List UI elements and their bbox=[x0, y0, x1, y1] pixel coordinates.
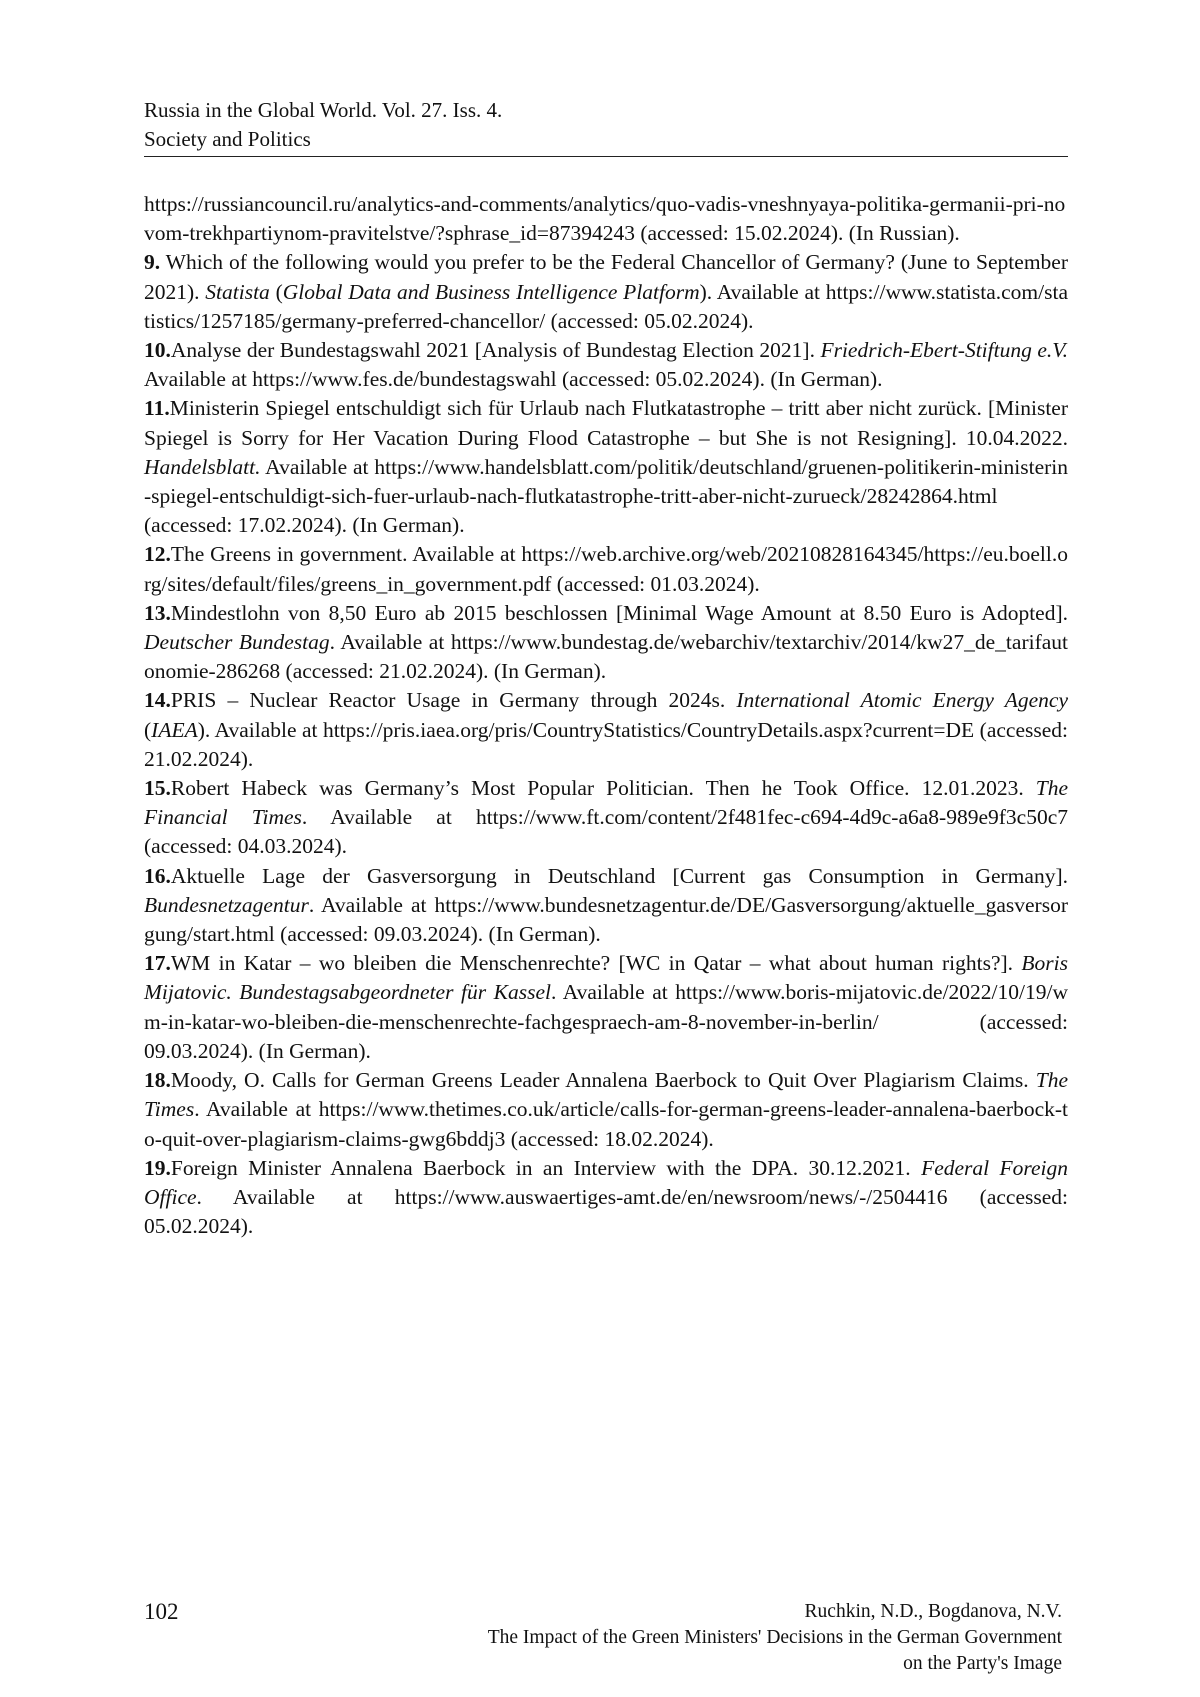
reference-source-title: IAEA bbox=[151, 718, 198, 742]
reference-entry bbox=[144, 599, 1068, 687]
reference-source-title: Statista bbox=[205, 280, 270, 304]
reference-number: 18. bbox=[144, 1068, 171, 1092]
reference-entry bbox=[144, 540, 1068, 598]
reference-entry bbox=[144, 949, 1068, 1066]
reference-number: 16. bbox=[144, 864, 171, 888]
reference-text: ( bbox=[270, 280, 283, 304]
reference-url-link[interactable]: https://www.boris-mijatovic.de/2022/10/19/wm-in-katar-wo-bleiben-die-menschenrechte-fachgespraech-am-8-november-in-berlin/ bbox=[144, 980, 1068, 1033]
reference-text: (accessed: 17.02.2024). (In German). bbox=[144, 513, 465, 537]
reference-url-link[interactable]: https://www.thetimes.co.uk/article/calls-for-german-greens-leader-annalena-baerbock-to-quit-over-plagiarism-claims-gwg6bddj3 bbox=[144, 1097, 1068, 1150]
reference-text: PRIS – Nuclear Reactor Usage in Germany through 2024s. bbox=[171, 688, 737, 712]
reference-source-title: Federal Foreign Office bbox=[144, 1156, 1068, 1209]
running-footer bbox=[362, 1599, 1062, 1677]
reference-url-link[interactable]: https://www.statista.com/statistics/1257185/germany-preferred-chancellor/ bbox=[144, 280, 1068, 333]
reference-text: (accessed: 21.02.2024). bbox=[144, 718, 1068, 771]
reference-text: (accessed: 18.02.2024). bbox=[505, 1127, 713, 1151]
reference-text: (accessed: 09.03.2024). (In German). bbox=[144, 1010, 1068, 1063]
reference-url-link[interactable]: https://www.ft.com/content/2f481fec-c694-4d9c-a6a8-989e9f3c50c7 bbox=[476, 805, 1068, 829]
reference-text: (accessed: 09.03.2024). (In German). bbox=[275, 922, 601, 946]
reference-entry bbox=[144, 190, 1068, 248]
reference-source-title: The Financial Times bbox=[144, 776, 1068, 829]
reference-text: WM in Katar – wo bleiben die Menschenrechte? [WC in Qatar – what about human rights?]. bbox=[171, 951, 1022, 975]
footer-authors: Ruchkin, N.D., Bogdanova, N.V. bbox=[362, 1599, 1062, 1625]
reference-entry bbox=[144, 774, 1068, 862]
reference-url-link[interactable]: https://www.auswaertiges-amt.de/en/newsroom/news/-/2504416 bbox=[395, 1185, 948, 1209]
journal-section: Society and Politics bbox=[144, 125, 1068, 154]
reference-text: Available at bbox=[260, 455, 374, 479]
reference-entry bbox=[144, 1066, 1068, 1154]
reference-text: ( bbox=[144, 718, 151, 742]
reference-text: Analyse der Bundestagswahl 2021 [Analysis of Bundestag Election 2021]. bbox=[171, 338, 821, 362]
footer-article-title-line1: The Impact of the Green Ministers' Decisions in the German Government bbox=[362, 1625, 1062, 1651]
reference-number: 10. bbox=[144, 338, 171, 362]
reference-url-link[interactable]: https://www.bundestag.de/webarchiv/textarchiv/2014/kw27_de_tarifautonomie-286268 bbox=[144, 630, 1068, 683]
reference-text: . Available at bbox=[302, 805, 476, 829]
reference-number: 11. bbox=[144, 396, 170, 420]
reference-url-link[interactable]: https://www.bundesnetzagentur.de/DE/Gasversorgung/aktuelle_gasversorgung/start.html bbox=[144, 893, 1068, 946]
reference-number: 19. bbox=[144, 1156, 171, 1180]
reference-text: Robert Habeck was Germany’s Most Popular Politician. Then he Took Office. 12.01.2023. bbox=[171, 776, 1036, 800]
reference-text: . Available at bbox=[194, 1097, 319, 1121]
reference-text: The Greens in government. Available at bbox=[171, 542, 522, 566]
reference-source-title: Bundesnetzagentur bbox=[144, 893, 309, 917]
reference-text: ). Available at bbox=[700, 280, 826, 304]
reference-text: . Available at bbox=[309, 893, 435, 917]
reference-number: 17. bbox=[144, 951, 171, 975]
reference-text: (accessed: 05.02.2024). bbox=[545, 309, 753, 333]
reference-entry bbox=[144, 862, 1068, 950]
reference-entry bbox=[144, 336, 1068, 394]
reference-entry bbox=[144, 394, 1068, 540]
reference-entry bbox=[144, 1154, 1068, 1242]
reference-source-title: Deutscher Bundestag bbox=[144, 630, 330, 654]
reference-source-title: Global Data and Business Intelligence Platform bbox=[283, 280, 700, 304]
reference-entry bbox=[144, 686, 1068, 774]
reference-number: 12. bbox=[144, 542, 171, 566]
reference-text: (accessed: 05.02.2024). (In German). bbox=[557, 367, 883, 391]
footer-article-title-line2: on the Party's Image bbox=[362, 1651, 1062, 1677]
reference-source-title: Friedrich-Ebert-Stiftung e.V. bbox=[820, 338, 1068, 362]
reference-text: (accessed: 05.02.2024). bbox=[144, 1185, 1068, 1238]
reference-source-title: Boris Mijatovic. Bundestagsabgeordneter für Kassel bbox=[144, 951, 1068, 1004]
reference-entry bbox=[144, 248, 1068, 336]
reference-text: . Available at bbox=[330, 630, 451, 654]
page-number: 102 bbox=[144, 1599, 179, 1625]
reference-text: . Available at bbox=[197, 1185, 395, 1209]
running-header bbox=[144, 96, 1068, 157]
reference-list bbox=[144, 190, 1068, 1241]
reference-text: (accessed: 15.02.2024). (In Russian). bbox=[635, 221, 960, 245]
reference-url-link[interactable]: https://www.fes.de/bundestagswahl bbox=[252, 367, 556, 391]
reference-url-link[interactable]: https://pris.iaea.org/pris/CountryStatistics/CountryDetails.aspx?current=DE bbox=[323, 718, 974, 742]
reference-text: Available at bbox=[144, 367, 252, 391]
reference-source-title: International Atomic Energy Agency bbox=[736, 688, 1068, 712]
reference-text: (accessed: 01.03.2024). bbox=[551, 572, 759, 596]
reference-text: Which of the following would you prefer to be the Federal Chancellor of Germany? (June to September 2021). bbox=[144, 250, 1068, 303]
reference-source-title: The Times bbox=[144, 1068, 1068, 1121]
journal-title: Russia in the Global World. Vol. 27. Iss. 4. bbox=[144, 96, 1068, 125]
reference-text: ). Available at bbox=[198, 718, 323, 742]
reference-url-link[interactable]: https://web.archive.org/web/20210828164345/https://eu.boell.org/sites/default/files/greens_in_government.pdf bbox=[144, 542, 1068, 595]
reference-text: Ministerin Spiegel entschuldigt sich für Urlaub nach Flutkatastrophe – tritt aber nicht zurück. [Minister Spiegel is Sorry for Her Vacation During Flood Catastrophe – but She is not Resigning]. 10.04.2022. bbox=[144, 396, 1068, 449]
reference-text: . Available at bbox=[551, 980, 675, 1004]
reference-source-title: Handelsblatt. bbox=[144, 455, 260, 479]
reference-number: 9. bbox=[144, 250, 160, 274]
reference-text: Mindestlohn von 8,50 Euro ab 2015 beschlossen [Minimal Wage Amount at 8.50 Euro is Adopted]. bbox=[171, 601, 1068, 625]
reference-text: Foreign Minister Annalena Baerbock in an Interview with the DPA. 30.12.2021. bbox=[171, 1156, 921, 1180]
reference-number: 14. bbox=[144, 688, 171, 712]
reference-text: (accessed: 21.02.2024). (In German). bbox=[280, 659, 606, 683]
reference-text: (accessed: 04.03.2024). bbox=[144, 834, 347, 858]
reference-url-link[interactable]: https://www.handelsblatt.com/politik/deutschland/gruenen-politikerin-ministerin-spiegel-entschuldigt-sich-fuer-urlaub-nach-flutkatastrophe-tritt-aber-nicht-zurueck/28242864.html bbox=[144, 455, 1068, 508]
reference-number: 15. bbox=[144, 776, 171, 800]
reference-text: Aktuelle Lage der Gasversorgung in Deutschland [Current gas Consumption in Germany]. bbox=[171, 864, 1068, 888]
reference-number: 13. bbox=[144, 601, 171, 625]
reference-text: Moody, O. Calls for German Greens Leader Annalena Baerbock to Quit Over Plagiarism Claims. bbox=[171, 1068, 1036, 1092]
reference-url-link[interactable]: https://russiancouncil.ru/analytics-and-comments/analytics/quo-vadis-vneshnyaya-politika-germanii-pri-novom-trekhpartiynom-pravitelstve/?sphrase_id=87394243 bbox=[144, 192, 1065, 245]
